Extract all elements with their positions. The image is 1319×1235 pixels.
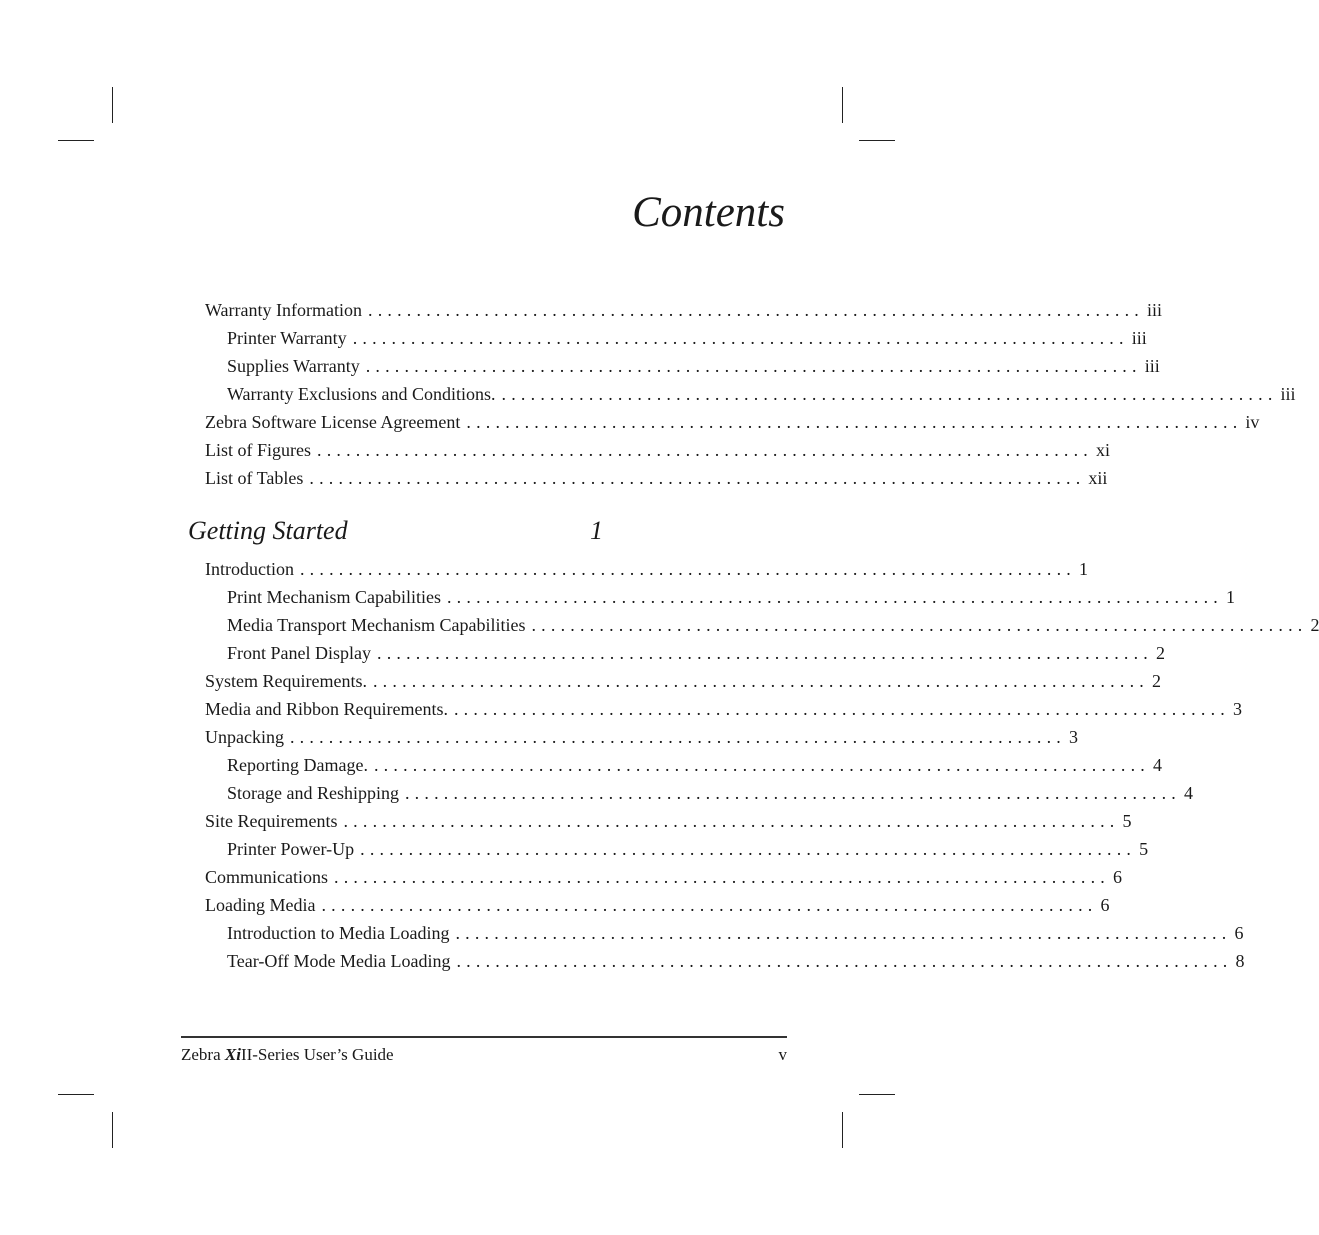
toc-dot-leader: ................................................................................ (453, 699, 1230, 719)
toc-entry-page: 5 (1122, 811, 1132, 831)
toc-entry[interactable] (227, 753, 1162, 777)
toc-entry-page: xii (1088, 468, 1108, 488)
toc-dot-leader: ................................................................................ (404, 783, 1181, 803)
toc-entry-label: Tear-Off Mode Media Loading (227, 951, 451, 971)
toc-entry-label: Media and Ribbon Requirements. (205, 699, 448, 719)
crop-mark-top-left-horizontal (58, 140, 94, 141)
toc-dot-leader: ................................................................................ (334, 867, 1110, 887)
toc-entry-label: Introduction to Media Loading (227, 923, 450, 943)
toc-entry-label: Unpacking (205, 727, 284, 747)
toc-entry-page: iii (1280, 384, 1296, 404)
toc-entry-page: 4 (1183, 783, 1193, 803)
toc-dot-leader: ................................................................................ (531, 615, 1308, 635)
toc-entry[interactable] (227, 921, 1244, 945)
toc-entry-label: Reporting Damage. (227, 755, 368, 775)
toc-entry-label: List of Tables (205, 468, 304, 488)
toc-entry-label: Warranty Information (205, 300, 362, 320)
toc-entry[interactable] (227, 354, 1160, 378)
toc-entry-label: System Requirements. (205, 671, 367, 691)
toc-entry-page: iii (1131, 328, 1147, 348)
toc-entry-page: 2 (1156, 643, 1165, 663)
toc-entry-page: 1 (1225, 587, 1235, 607)
toc-entry-label: List of Figures (205, 440, 311, 460)
toc-entry-label: Warranty Exclusions and Conditions. (227, 384, 496, 404)
toc-dot-leader: ................................................................................ (360, 839, 1137, 859)
toc-entry[interactable] (205, 893, 1110, 917)
toc-entry-label: Media Transport Mechanism Capabilities (227, 615, 526, 635)
toc-entry[interactable] (205, 466, 1108, 490)
toc-entry-label: Zebra Software License Agreement (205, 412, 461, 432)
crop-mark-top-left-vertical (112, 87, 113, 123)
toc-entry-page: iv (1245, 412, 1260, 432)
chapter-number: 1 (590, 516, 603, 545)
footer-title-prefix: Zebra (181, 1045, 225, 1064)
crop-mark-bottom-left-horizontal (58, 1094, 94, 1095)
toc-entry-label: Printer Power-Up (227, 839, 355, 859)
footer-page-number: v (778, 1045, 787, 1064)
toc-dot-leader: ................................................................................ (455, 923, 1232, 943)
toc-entry[interactable] (205, 725, 1078, 749)
toc-entry[interactable] (227, 641, 1165, 665)
toc-entry-label: Supplies Warranty (227, 356, 360, 376)
toc-entry-page: iii (1144, 356, 1160, 376)
toc-entry[interactable] (227, 585, 1235, 609)
toc-entry-label: Loading Media (205, 895, 316, 915)
toc-entry-page: 5 (1139, 839, 1149, 859)
toc-entry[interactable] (227, 837, 1149, 861)
toc-entry-label: Storage and Reshipping (227, 783, 399, 803)
toc-dot-leader: ................................................................................ (377, 643, 1153, 663)
toc-entry-page: 4 (1152, 755, 1162, 775)
footer-title-suffix: II-Series User’s Guide (240, 1045, 394, 1064)
toc-entry-page: 6 (1100, 895, 1110, 915)
toc-dot-leader: ................................................................................ (365, 356, 1142, 376)
toc-entry-page: 3 (1068, 727, 1078, 747)
toc-entry[interactable] (205, 410, 1260, 434)
crop-mark-top-right-vertical (842, 87, 843, 123)
toc-entry-page: 6 (1113, 867, 1122, 887)
toc-dot-leader: ................................................................................ (352, 328, 1129, 348)
toc-entry-page: 8 (1235, 951, 1245, 971)
toc-entry[interactable] (205, 865, 1122, 889)
toc-entry-page: iii (1147, 300, 1163, 320)
toc-dot-leader: ................................................................................ (501, 384, 1278, 404)
toc-entry-label: Printer Warranty (227, 328, 347, 348)
toc-dot-leader: ................................................................................ (466, 412, 1243, 432)
toc-entry-page: 1 (1078, 559, 1088, 579)
crop-mark-bottom-right-vertical (842, 1112, 843, 1148)
toc-entry[interactable] (205, 669, 1161, 693)
toc-entry[interactable] (205, 697, 1242, 721)
toc-entry[interactable] (205, 809, 1132, 833)
toc-dot-leader: ................................................................................ (343, 811, 1120, 831)
toc-dot-leader: ................................................................................ (309, 468, 1086, 488)
chapter-title: Getting Started (188, 516, 348, 545)
toc-entry-page: 2 (1151, 671, 1161, 691)
toc-dot-leader: ................................................................................ (373, 755, 1150, 775)
toc-entry[interactable] (227, 382, 1296, 406)
toc-entry[interactable] (205, 298, 1163, 322)
crop-mark-top-right-horizontal (859, 140, 895, 141)
footer-title (181, 1044, 394, 1066)
toc-entry-page: xi (1096, 440, 1111, 460)
toc-entry[interactable] (227, 949, 1245, 973)
toc-entry[interactable] (205, 557, 1088, 581)
toc-entry-page: 3 (1232, 699, 1242, 719)
footer-rule (181, 1036, 787, 1038)
toc-entry[interactable] (227, 326, 1147, 350)
toc-entry-label: Introduction (205, 559, 294, 579)
toc-dot-leader: ................................................................................ (446, 587, 1223, 607)
toc-entry[interactable] (227, 613, 1319, 637)
toc-entry-label: Site Requirements (205, 811, 338, 831)
toc-entry[interactable] (227, 781, 1193, 805)
toc-entry[interactable] (205, 438, 1111, 462)
page-title: Contents (632, 189, 785, 236)
toc-entry-page: 2 (1310, 615, 1319, 635)
toc-entry-label: Communications (205, 867, 328, 887)
toc-dot-leader: ................................................................................ (456, 951, 1233, 971)
toc-entry-page: 6 (1234, 923, 1244, 943)
toc-dot-leader: ................................................................................ (372, 671, 1149, 691)
chapter-heading (188, 515, 603, 547)
toc-dot-leader: ................................................................................ (321, 895, 1098, 915)
toc-entry-label: Front Panel Display (227, 643, 371, 663)
crop-mark-bottom-left-vertical (112, 1112, 113, 1148)
footer-title-emphasis: Xi (224, 1045, 241, 1064)
toc-dot-leader: ................................................................................ (289, 727, 1066, 747)
toc-dot-leader: ................................................................................ (368, 300, 1144, 320)
toc-dot-leader: ................................................................................ (299, 559, 1076, 579)
toc-dot-leader: ................................................................................ (317, 440, 1093, 460)
crop-mark-bottom-right-horizontal (859, 1094, 895, 1095)
toc-entry-label: Print Mechanism Capabilities (227, 587, 441, 607)
